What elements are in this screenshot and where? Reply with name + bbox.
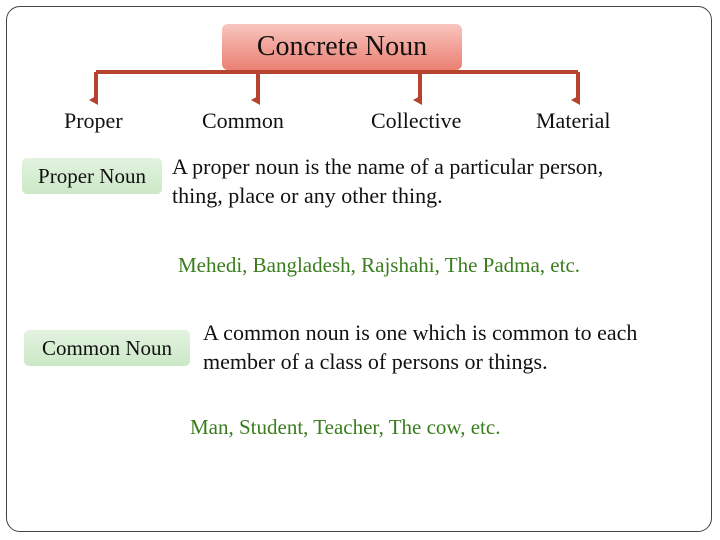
term-proper-noun: Proper Noun — [22, 158, 162, 194]
definition-line: member of a class of persons or things. — [203, 349, 548, 374]
branch-label-proper: Proper — [64, 108, 123, 133]
definition-line: thing, place or any other thing. — [172, 183, 443, 208]
examples-common-noun: Man, Student, Teacher, The cow, etc. — [190, 415, 501, 439]
examples-proper-noun: Mehedi, Bangladesh, Rajshahi, The Padma, etc. — [178, 253, 581, 277]
branch-label-material: Material — [536, 108, 611, 133]
branch-label-common: Common — [202, 108, 284, 133]
definition-line: A common noun is one which is common to each — [203, 320, 638, 345]
term-common-noun: Common Noun — [24, 330, 190, 366]
root-node-concrete-noun: Concrete Noun — [222, 24, 462, 70]
branch-label-collective: Collective — [371, 108, 462, 133]
definition-proper-noun — [172, 152, 603, 210]
definition-line: A proper noun is the name of a particular person, — [172, 154, 604, 179]
definition-common-noun — [203, 318, 637, 376]
